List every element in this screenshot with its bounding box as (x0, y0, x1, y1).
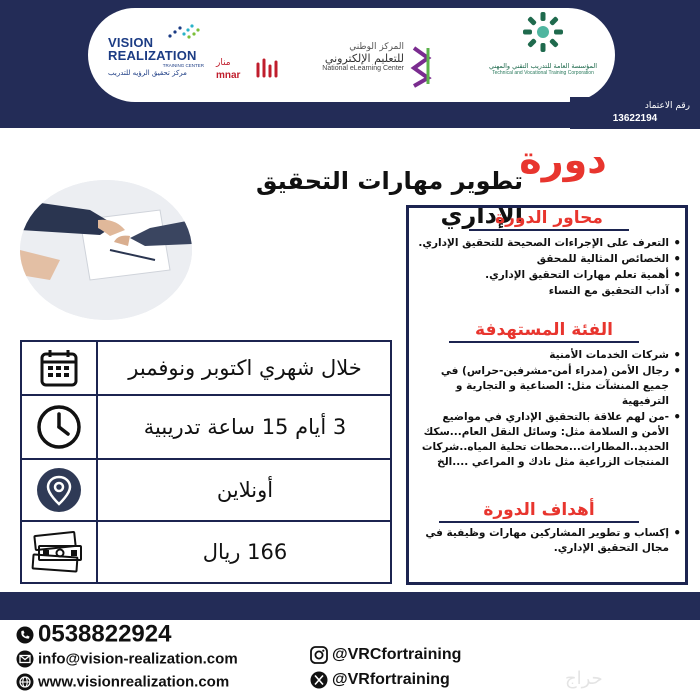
phone-icon (16, 626, 34, 644)
mnar-logo (212, 48, 292, 88)
list-item: • شركات الخدمات الأمنية (415, 348, 683, 363)
email-address: info@vision-realization.com (38, 650, 238, 668)
info-row-duration (22, 396, 390, 460)
axes-list (415, 236, 683, 300)
accreditation-badge (570, 97, 700, 129)
info-icon-cell (22, 342, 98, 394)
info-location-text: أونلاين (216, 478, 274, 502)
info-row-price (22, 522, 390, 582)
course-word: دورة (519, 138, 607, 182)
axes-heading (469, 208, 629, 231)
course-info-table (20, 340, 392, 584)
info-row-location (22, 460, 390, 522)
instagram-icon (310, 646, 328, 664)
nelc-en: National eLearning Center (322, 65, 404, 72)
x-logo-icon (310, 671, 328, 689)
nelc-mark-icon (410, 44, 432, 88)
instagram-handle: @VRCfortraining (332, 646, 462, 663)
tvtc-logo (478, 10, 608, 98)
goals-heading-text: أهداف الدورة (483, 500, 595, 520)
vision-sub-ar: مركز تحقيق الرؤيه للتدريب (108, 69, 187, 77)
clock-icon (35, 403, 83, 451)
phone-number: 0538822924 (38, 620, 172, 648)
vision-name: VISION REALIZATION (108, 35, 197, 63)
phone-contact[interactable] (16, 620, 171, 649)
globe-icon (16, 673, 34, 691)
vision-realization-logo (108, 36, 204, 92)
tvtc-en: Technical and Vocational Training Corporation (492, 70, 594, 76)
heading-underline (449, 341, 639, 343)
info-row-dates (22, 342, 390, 396)
list-item: • إكساب و تطوير المشاركين مهارات وظيفية في مجال التحقيق الإداري. (415, 526, 683, 556)
email-contact[interactable] (16, 650, 238, 668)
axes-heading-text: محاور الدورة (495, 208, 603, 228)
goals-heading (439, 500, 639, 523)
nelc-logo (296, 42, 436, 92)
mnar-mark-icon (256, 56, 280, 78)
goals-list (415, 526, 683, 557)
list-item: • التعرف على الإجراءات الصحيحة للتحقيق الإداري. (415, 236, 683, 251)
list-item: • آداب التحقيق مع النساء (415, 284, 683, 299)
handshake-illustration (20, 180, 192, 320)
audience-heading-text: الفئة المستهدفة (475, 320, 613, 340)
info-icon-cell (22, 522, 98, 582)
money-icon (29, 530, 89, 574)
website-contact[interactable] (16, 673, 229, 691)
instagram-contact[interactable] (310, 646, 461, 664)
heading-underline (469, 229, 629, 231)
list-item: • الخصائص المثالية للمحقق (415, 252, 683, 267)
tvtc-emblem-icon (521, 10, 565, 54)
location-pin-icon (36, 467, 82, 513)
info-icon-cell (22, 396, 98, 458)
footer-band (0, 592, 700, 620)
audience-list (415, 348, 683, 471)
mnar-ar: منار (216, 58, 231, 68)
vision-dots-icon (164, 22, 204, 40)
tvtc-ar: المؤسسة العامة للتدريب التقني والمهني (488, 62, 598, 70)
list-item: • رجال الأمن (مدراء أمن-مشرفين-حراس) في جميع المنشآت مثل: الصناعية و التجارية و الترفيهية (415, 364, 683, 409)
list-item: • أهمية تعلم مهارات التحقيق الإداري. (415, 268, 683, 283)
calendar-icon (39, 348, 79, 388)
nelc-ar1: المركز الوطني (349, 42, 404, 52)
accreditation-number: 13622194 (612, 113, 658, 124)
list-item: • -من لهم علاقة بالتحقيق الإداري في مواضيع الأمن و السلامة مثل: وسائل النقل العام...سكك الحديد..المطارات...محطات تحلية المياه..شركات المنتجات الزراعية مثل نادك و المراعي ....الخ (415, 410, 683, 470)
audience-heading (449, 320, 639, 343)
watermark: حراج (565, 668, 603, 689)
info-dates-text: خلال شهري اكتوبر ونوفمبر (128, 356, 362, 380)
info-duration-text: 3 أيام 15 ساعة تدريبية (143, 415, 347, 439)
info-icon-cell (22, 460, 98, 520)
accreditation-label: رقم الاعتماد (644, 101, 690, 111)
mnar-en: mnar (216, 70, 241, 81)
vision-sub-en: TRAINING CENTER (162, 63, 204, 68)
x-contact[interactable] (310, 671, 450, 689)
x-handle: @VRfortraining (332, 671, 450, 688)
course-title: تطوير مهارات التحقيق الإداري (256, 167, 523, 229)
heading-underline (439, 521, 639, 523)
course-details-panel (406, 205, 688, 585)
info-price-text: 166 ريال (202, 540, 288, 564)
handshake-photo (20, 180, 192, 320)
website-url: www.visionrealization.com (38, 673, 230, 691)
email-icon (16, 650, 34, 668)
nelc-ar2: للتعليم الإلكتروني (324, 52, 404, 65)
